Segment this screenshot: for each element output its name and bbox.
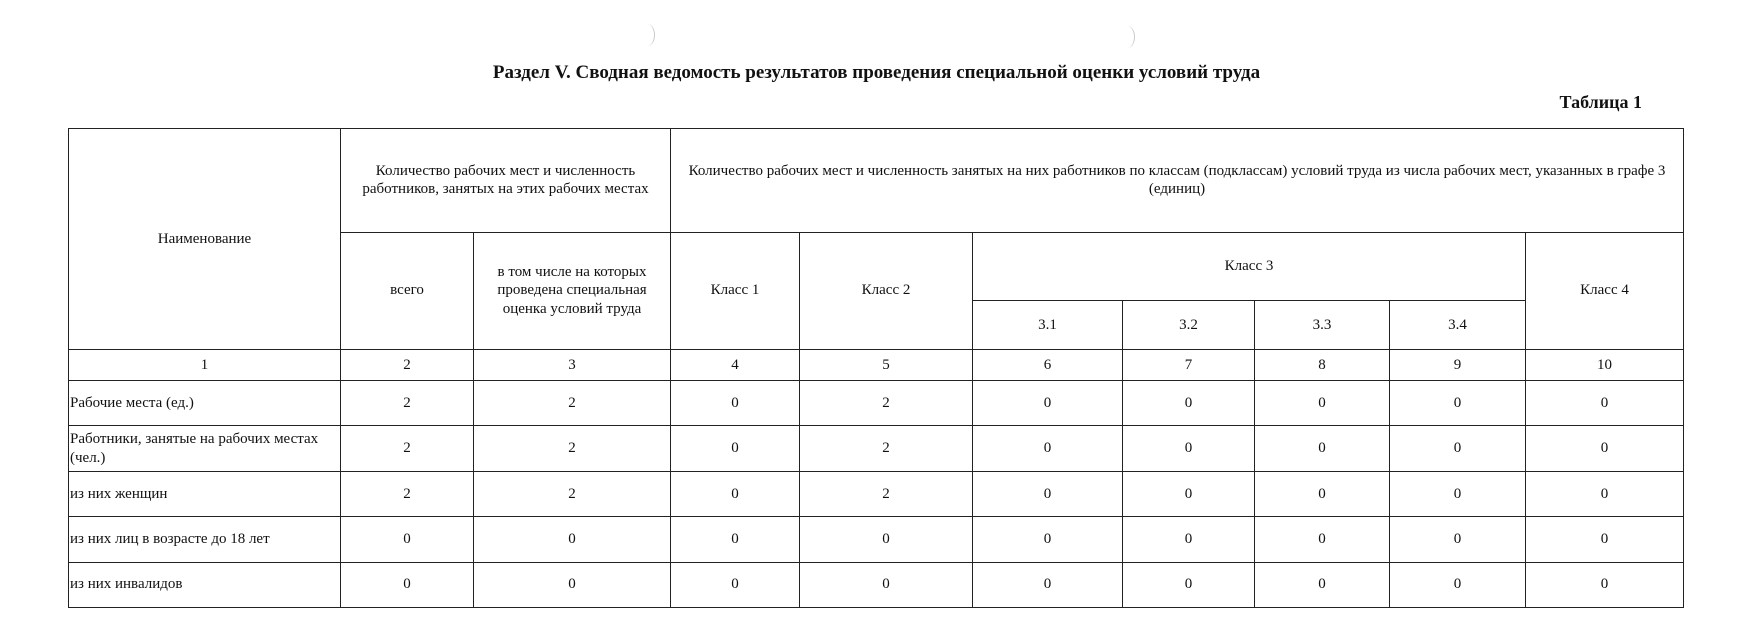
table-cell: 0 bbox=[1255, 381, 1390, 426]
table-row bbox=[69, 381, 1684, 426]
table-cell: 0 bbox=[474, 517, 671, 562]
column-number: 2 bbox=[341, 349, 474, 380]
table-cell: 2 bbox=[474, 471, 671, 516]
table-cell: 0 bbox=[1526, 517, 1684, 562]
summary-table bbox=[68, 128, 1684, 608]
table-cell: 0 bbox=[973, 471, 1123, 516]
header-name: Наименование bbox=[69, 129, 341, 350]
page-title: Раздел V. Сводная ведомость результатов проведения специальной оценки условий труда bbox=[492, 62, 1261, 83]
table-cell: 0 bbox=[1390, 381, 1526, 426]
table-cell: 0 bbox=[973, 381, 1123, 426]
table-cell: 2 bbox=[341, 381, 474, 426]
table-cell: 0 bbox=[1123, 517, 1255, 562]
table-cell: 0 bbox=[973, 426, 1123, 471]
row-label: из них женщин bbox=[69, 471, 341, 516]
row-label: из них лиц в возрасте до 18 лет bbox=[69, 517, 341, 562]
header-class3: Класс 3 bbox=[973, 232, 1526, 301]
header-row-1 bbox=[69, 129, 1684, 233]
table-row bbox=[69, 562, 1684, 607]
column-number: 3 bbox=[474, 349, 671, 380]
table-cell: 0 bbox=[1255, 426, 1390, 471]
header-class1: Класс 1 bbox=[671, 232, 800, 349]
table-cell: 0 bbox=[671, 471, 800, 516]
table-cell: 0 bbox=[474, 562, 671, 607]
table-cell: 0 bbox=[1255, 517, 1390, 562]
table-cell: 0 bbox=[671, 562, 800, 607]
table-cell: 0 bbox=[671, 426, 800, 471]
header-assessed: в том числе на которых проведена специальная оценка условий труда bbox=[474, 232, 671, 349]
scan-artifact bbox=[1120, 26, 1135, 48]
column-number: 7 bbox=[1123, 349, 1255, 380]
table-cell: 0 bbox=[973, 562, 1123, 607]
table-cell: 0 bbox=[1123, 426, 1255, 471]
header-classes-group: Количество рабочих мест и численность занятых на них работников по классам (подклассам) условий труда из числа рабочих мест, указанных в графе 3 (единиц) bbox=[671, 129, 1684, 233]
table-cell: 2 bbox=[800, 471, 973, 516]
column-number: 6 bbox=[973, 349, 1123, 380]
table-cell: 0 bbox=[671, 517, 800, 562]
column-number: 9 bbox=[1390, 349, 1526, 380]
header-workplaces-group: Количество рабочих мест и численность работников, занятых на этих рабочих местах bbox=[341, 129, 671, 233]
row-label: Рабочие места (ед.) bbox=[69, 381, 341, 426]
table-row bbox=[69, 426, 1684, 471]
table-cell: 0 bbox=[1390, 471, 1526, 516]
row-label: из них инвалидов bbox=[69, 562, 341, 607]
table-cell: 0 bbox=[800, 517, 973, 562]
header-total: всего bbox=[341, 232, 474, 349]
table-cell: 0 bbox=[341, 517, 474, 562]
column-number: 1 bbox=[69, 349, 341, 380]
table-cell: 0 bbox=[1123, 562, 1255, 607]
column-numbers-row bbox=[69, 349, 1684, 380]
header-class4: Класс 4 bbox=[1526, 232, 1684, 349]
table-cell: 0 bbox=[1390, 517, 1526, 562]
row-label: Работники, занятые на рабочих местах (чел.) bbox=[69, 426, 341, 471]
header-sub-3-3: 3.3 bbox=[1255, 301, 1390, 349]
table-cell: 2 bbox=[474, 426, 671, 471]
table-cell: 0 bbox=[671, 381, 800, 426]
table-cell: 0 bbox=[1123, 381, 1255, 426]
table-row bbox=[69, 517, 1684, 562]
table-cell: 0 bbox=[341, 562, 474, 607]
table-row bbox=[69, 471, 1684, 516]
table-cell: 0 bbox=[1390, 562, 1526, 607]
table-cell: 0 bbox=[1255, 471, 1390, 516]
table-cell: 2 bbox=[341, 426, 474, 471]
header-sub-3-1: 3.1 bbox=[973, 301, 1123, 349]
table-cell: 0 bbox=[800, 562, 973, 607]
table-cell: 2 bbox=[341, 471, 474, 516]
column-number: 10 bbox=[1526, 349, 1684, 380]
table-cell: 0 bbox=[1526, 426, 1684, 471]
column-number: 5 bbox=[800, 349, 973, 380]
table-cell: 0 bbox=[1123, 471, 1255, 516]
column-number: 8 bbox=[1255, 349, 1390, 380]
table-cell: 0 bbox=[1255, 562, 1390, 607]
table-label: Таблица 1 bbox=[1559, 92, 1642, 112]
column-number: 4 bbox=[671, 349, 800, 380]
table-cell: 2 bbox=[800, 381, 973, 426]
table-cell: 0 bbox=[973, 517, 1123, 562]
header-sub-3-4: 3.4 bbox=[1390, 301, 1526, 349]
table-cell: 0 bbox=[1526, 471, 1684, 516]
table-cell: 0 bbox=[1390, 426, 1526, 471]
header-class2: Класс 2 bbox=[800, 232, 973, 349]
header-sub-3-2: 3.2 bbox=[1123, 301, 1255, 349]
table-cell: 2 bbox=[800, 426, 973, 471]
table-cell: 0 bbox=[1526, 381, 1684, 426]
scan-artifact bbox=[640, 24, 655, 46]
table-cell: 0 bbox=[1526, 562, 1684, 607]
table-cell: 2 bbox=[474, 381, 671, 426]
